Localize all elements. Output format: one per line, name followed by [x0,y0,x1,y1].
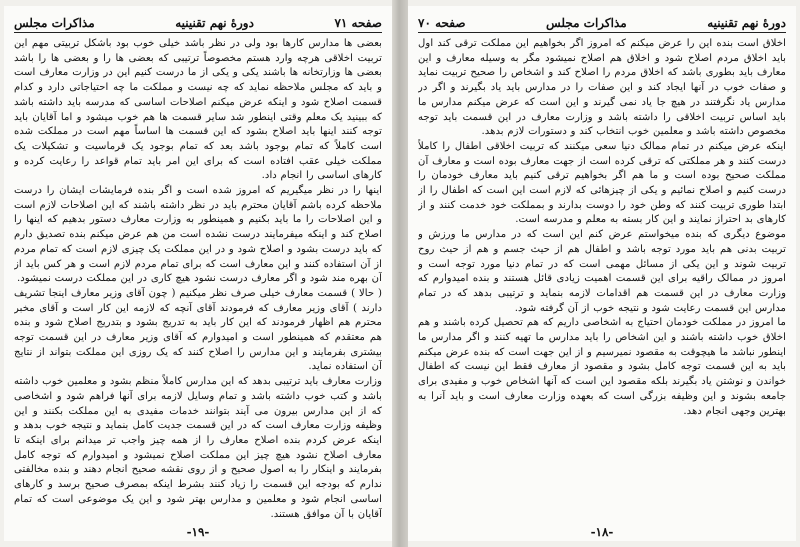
left-running-title: مذاکرات مجلس [14,16,95,30]
right-page-number-label: صفحه ۷۰ [418,16,466,30]
left-page-number-label: صفحه ۷۱ [334,16,382,30]
right-running-title: مذاکرات مجلس [546,16,627,30]
left-paragraph: ( حالا ) قسمت معارف خیلی صرف نظر میکنیم ( چون آقای وزیر معارف اینجا تشریف دارند ) آقای وزیر معارف که فرمودند آقای آنچه که لازمه این کار است و آقای مخبر محترم هم اظهار فرمودند که این کار باید به تدریج بشود و بتدریج اصلاح شود و بنده هم معتقدم که همینطور است و امیدوارم که آقای وزیر معارف در این قسمت توجه بیشتری بفرمایند و این مدارس را اصلاح کنند که یک روزی این مملکت بتواند از نتایج آن استفاده نماید. [14,287,382,373]
right-page-header [418,12,786,33]
right-paragraph: اخلاق است بنده این را عرض میکنم که امروز اگر بخواهیم این مملکت ترقی کند اول باید اخلاق مردم اصلاح شود و اخلاق هم اصلاح نمیشود مگر به وسیله معارف و این معارف باید بطوری باشد که اخلاق مردم را اصلاح کند و اشخاص را صحیح تربیت نماید و صفات خوب در آنها ایجاد کند و این صفات را در مدارس باید یاد بگیرند و اگر در مدارس یاد نگرفتند در هیچ جا یاد نمی گیرند و این است که عرض میکنم مدارس ما باید اساس تربیت اخلاقی را داشته باشد و وزارت معارف در این قسمت باید توجه مخصوص داشته باشد و معلمین خوب انتخاب کند و دستورات لازم بدهد. [418,38,786,138]
right-paragraph: ما امروز در مملکت خودمان احتیاج به اشخاصی داریم که هم تحصیل کرده باشند و هم اخلاق خوب داشته باشند و این اشخاص را باید مدارس ما تهیه کنند و اگر مدارس ما اینطور نباشد ما هیچوقت به مقصود نمیرسیم و از این جهت است که بنده عرض میکنم باید به این قسمت توجه کامل بشود و مقصود از معارف فقط این نیست که اطفال خواندن و نوشتن یاد بگیرند بلکه مقصود این است که آنها اشخاص خوب و مفیدی برای جامعه بشوند و این وظیفه بزرگی است که بعهده وزارت معارف است و باید آنرا به بهترین وجهی انجام دهد. [418,317,786,417]
left-page-folio: -۱۹- [186,525,210,539]
left-page [4,6,392,541]
left-paragraph: بعضی ها مدارس کارها بود ولی در نظر باشد خیلی خوب بود باشکل تربیتی مهم این تربیت اخلاقی هرچه وارد هستم مخصوصاً ترتیبی که بعضی ها را و بعضی ها را باشد بعضی ها وزارتخانه ها باشند یکی و یکی از ما درست کنیم این در وزارت معارف است و باید که مجلس ملاحظه نماید که چه نیست و مملکت ما چه احتیاجاتی دارد و کدام قسمت اصلاح شود و اینکه عرض میکنم اصلاحات اساسی که مدرسه باید داشته باشد که ببینید یک معلم وقتی اینطور شد سایر قسمت ها هم خوب میشود و اما آقایان باید توجه کنند اینها باید اصلاح بشود که این قسمت ها اساساً مهم است در مملکت شده است کاملاً که تمام بوجود باشد بعد که تمام بوجود یک قرماسیت و تشکیلات یک مملکت خیلی عقب افتاده است که برای این امر باید تمام قواعد را رعایت کرده و کارهای اساسی را انجام داد. [14,38,382,182]
book-gutter [392,0,408,547]
left-session-label: دورهٔ نهم تقنینیه [175,16,254,30]
right-page-folio: -۱۸- [590,525,614,539]
left-paragraph: اینها را در نظر میگیریم که امروز شده است و اگر بنده فرمایشات ایشان را درست ملاحظه کرده باشم آقایان محترم باید در نظر داشته باشند که این اصلاحات لازم است و این اصلاحات را ما باید بکنیم و همینطور به وزارت معارف دستور بدهیم که اینها را اصلاح کند و اینکه میفرمایند درست نشده است من هم عرض میکنم بنده تصدیق دارم که باید درست بشود و اصلاح شود و در این مملکت یک چیزی لازم است که تمام مردم از آن استفاده کنند و این معارف است که برای تمام مردم لازم است و هر کس باید از آن بهره مند شود و اگر معارف درست نشود هیچ کاری در این مملکت درست نمیشود. [14,185,382,285]
left-paragraph: وزارت معارف باید ترتیبی بدهد که این مدارس کاملاً منظم بشود و معلمین خوب داشته باشد و کتب خوب داشته باشد و تمام وسایل لازمه برای آنها فراهم شود و اشخاصی که از این مدارس بیرون می آیند بتوانند خدمات مفیدی به این مملکت بکنند و این وظیفه وزارت معارف است که در این قسمت جدیت کامل بنماید و نتیجه خوب بدهد و اینکه عرض کردم بنده اصلاح معارف را از همه چیز واجب تر میدانم برای اینکه تا معارف اصلاح نشود هیچ چیز این مملکت اصلاح نمیشود و امیدوارم که توجه کامل بفرمایند و اینکار را به اصول صحیح و از روی نقشه صحیح انجام دهند و بنده مخالفتی ندارم که بودجه این قسمت را زیاد کنند بشرط اینکه بمصرف صحیح برسد و کارهای اساسی انجام شود و معلمین و مدارس بهتر شود و این یک موضوعی است که تمام آقایان با آن موافق هستند. [14,376,382,519]
right-paragraph: اینکه عرض میکنم در تمام ممالک دنیا سعی میکنند که تربیت اخلاقی اطفال را کاملاً درست کنند و هر مملکتی که ترقی کرده است از جهت معارف بوده است و معارف آن مملکت صحیح بوده است و ما هم اگر بخواهیم ترقی کنیم باید معارف خودمان را درست کنیم و اصلاح نمائیم و یکی از چیزهائی که لازم است این است که اطفال را از ابتدا طوری تربیت کنند که وطن خود را دوست بدارند و بمملکت خود خدمت کنند و از کارهای بد احتراز نمایند و این کار بسته به معلم و مدرسه است. [418,140,786,226]
right-session-label: دورهٔ نهم تقنینیه [707,16,786,30]
right-page-body [418,37,786,519]
right-page [408,6,796,541]
right-paragraph: موضوع دیگری که بنده میخواستم عرض کنم این است که در مدارس ما ورزش و تربیت بدنی هم باید مورد توجه باشد و اطفال هم از حیث جسم و هم از حیث روح تربیت شوند و این یکی از مسائل مهمی است که در تمام دنیا مورد توجه است و امروز در ممالک راقیه برای این قسمت اهمیت زیادی قائل هستند و بنده امیدوارم که وزارت معارف در این قسمت هم اقدامات لازمه بنماید و ترتیبی بدهد که در تمام مدارس این قسمت رعایت شود و نتیجه خوب از آن گرفته شود. [418,229,786,314]
left-page-header [14,12,382,33]
left-page-body [14,37,382,519]
